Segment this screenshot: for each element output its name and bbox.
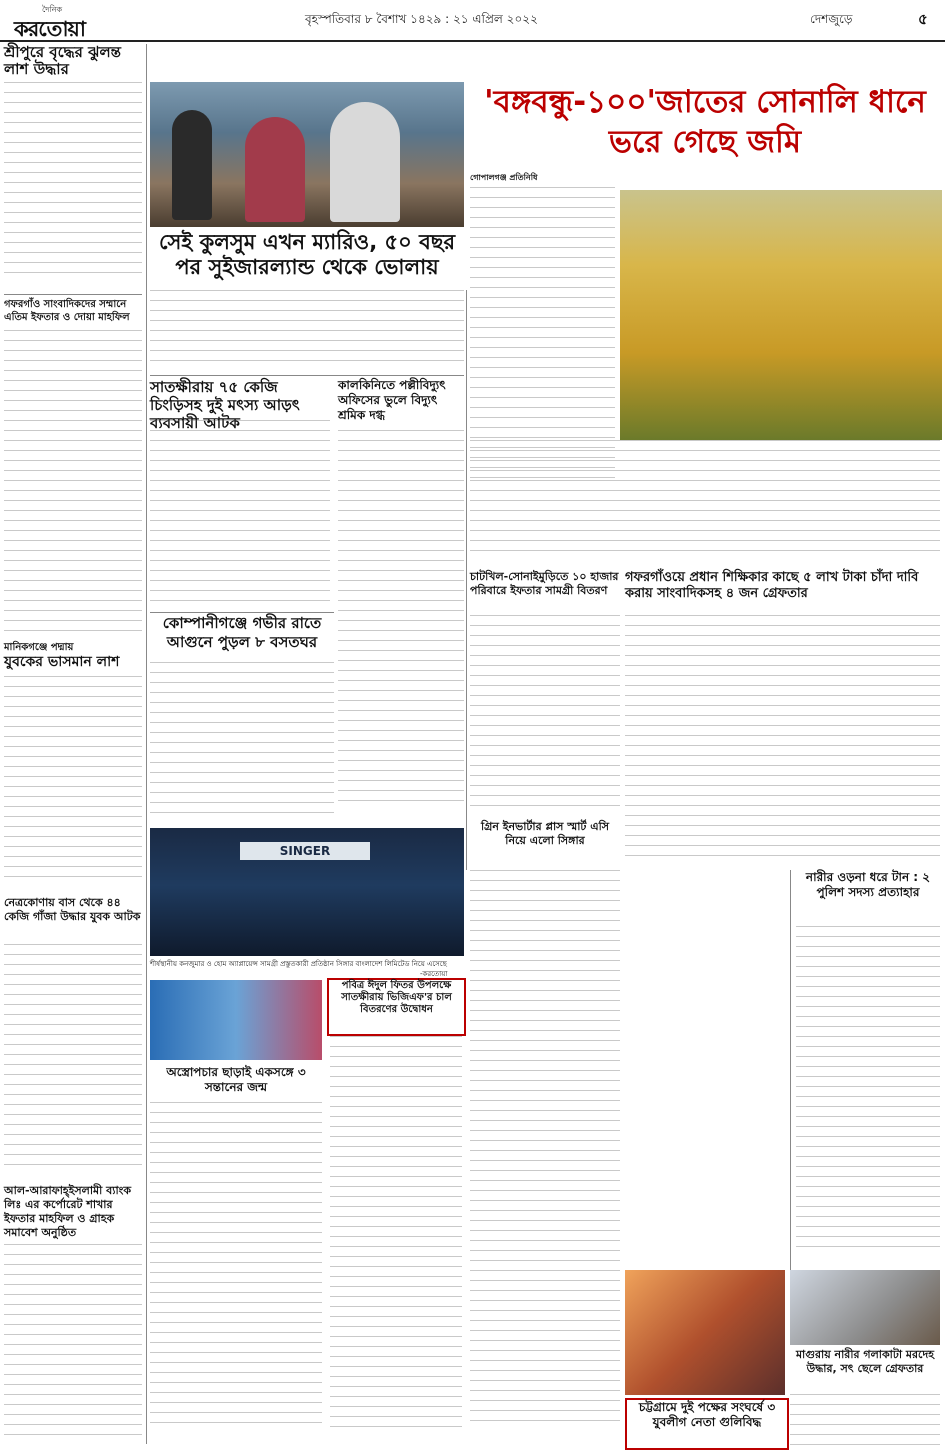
kalkini-headline-box bbox=[338, 378, 464, 422]
singer-headline-box bbox=[470, 820, 620, 868]
lead-headline-box bbox=[150, 230, 464, 286]
gafargaon-headline[interactable]: গফরগাঁওয়ে প্রধান শিক্ষিকার কাছে ৫ লাখ টাকা চাঁদা দাবি করায় সাংবাদিকসহ ৪ জন গ্রেফতার bbox=[625, 570, 919, 601]
divider bbox=[150, 375, 464, 376]
masthead bbox=[0, 0, 945, 42]
article-text bbox=[4, 82, 142, 282]
magura-article-text bbox=[790, 1394, 940, 1446]
singer-launch-photo bbox=[150, 828, 464, 956]
singer-banner: SINGER bbox=[240, 842, 370, 860]
singer-caption: শীর্ষস্থানীয় কনজুমার ও হোম অ্যাপ্লায়েন্স সামগ্রী প্রস্তুতকারী প্রতিষ্ঠান সিঙ্গার বাংলাদেশ লিমিটেড নিয়ে এসেছে bbox=[150, 960, 447, 968]
paddy-headline-box bbox=[470, 82, 940, 170]
headline-al-arafah[interactable]: আল-আরাফাহ্ইসলামী ব্যাংক লিঃ এর কর্পোরেট শাখার ইফতার মাহফিল ও গ্রাহক সমাবেশ অনুষ্ঠিত bbox=[4, 1184, 132, 1239]
triplets-photo bbox=[150, 980, 322, 1060]
narail-headline[interactable]: নারীর ওড়না ধরে টান : ২ পুলিশ সদস্য প্রত্যাহার bbox=[805, 870, 931, 899]
kalkini-headline[interactable]: কালকিনিতে পল্লীবিদ্যুৎ অফিসের ভুলে বিদ্যুৎ শ্রমিক দগ্ধ bbox=[338, 378, 446, 422]
article-text bbox=[4, 330, 142, 634]
gafargaon-headline-box bbox=[625, 570, 940, 612]
paddy-photo bbox=[620, 190, 942, 440]
singer-headline[interactable]: গ্রিন ইনভার্টার প্লাস স্মার্ট এসি নিয়ে এলো সিঙ্গার bbox=[480, 820, 610, 847]
triplets-article-text bbox=[150, 1102, 322, 1432]
divider bbox=[4, 294, 142, 295]
satkhira-headline[interactable]: সাতক্ষীরায় ৭৫ কেজি চিংড়িসহ দুই মৎস্য আড়ৎ ব্যবসায়ী আটক bbox=[150, 378, 300, 432]
paddy-dateline: গোপালগঞ্জ প্রতিনিধি bbox=[470, 173, 538, 182]
narail-article-text bbox=[796, 926, 940, 1256]
singer-credit: -করতোয়া bbox=[420, 970, 448, 978]
ctg-headline-box bbox=[625, 1398, 789, 1450]
left-column bbox=[4, 44, 142, 1444]
lead-headline[interactable]: সেই কুলসুম এখন ম্যারিও, ৫০ বছর পর সুইজারল্যান্ড থেকে ভোলায় bbox=[158, 230, 456, 279]
paddy-article bbox=[470, 172, 615, 482]
headline-netrokona[interactable]: নেত্রকোণায় বাস থেকে ৪৪ কেজি গাঁজা উদ্ধার যুবক আটক bbox=[4, 896, 141, 923]
paddy-headline[interactable]: 'বঙ্গবন্ধু-১০০'জাতের সোনালি ধানে ভরে গেছে জমি bbox=[484, 84, 926, 160]
column-rule bbox=[466, 290, 467, 870]
singer-article-text bbox=[470, 870, 620, 1430]
triplets-headline-box bbox=[150, 1065, 322, 1101]
lead-article-text bbox=[150, 290, 464, 370]
headline-sreepur[interactable]: শ্রীপুরে বৃদ্ধের ঝুলন্ত লাশ উদ্ধার bbox=[4, 43, 122, 78]
satkhira-headline-box bbox=[150, 378, 330, 432]
fitra-headline-box bbox=[327, 978, 466, 1036]
triplets-headline[interactable]: অস্ত্রোপচার ছাড়াই একসঙ্গে ৩ সন্তানের জন্ম bbox=[166, 1065, 306, 1094]
paddy-article-text bbox=[470, 440, 940, 560]
kicker-manikganj: মানিকগঞ্জে পদ্মায় bbox=[4, 642, 74, 653]
article-text bbox=[4, 676, 142, 886]
section-name: দেশজুড়ে bbox=[810, 12, 853, 26]
article-text bbox=[4, 944, 142, 1174]
fitra-article-text bbox=[330, 1036, 462, 1431]
magura-headline[interactable]: মাগুরায় নারীর গলাকাটা মরদেহ উদ্ধার, সৎ ছেলে গ্রেফতার bbox=[795, 1348, 935, 1375]
fire-headline-box bbox=[150, 614, 334, 658]
headline-gafargaon-iftar[interactable]: গফরগাঁও সাংবাদিকদের সম্মানে এতিম ইফতার ও দোয়া মাহফিল bbox=[4, 299, 130, 323]
divider bbox=[150, 612, 334, 613]
magura-headline-box bbox=[790, 1348, 940, 1392]
logo-small-text: দৈনিক bbox=[42, 5, 63, 14]
lead-photo bbox=[150, 82, 464, 227]
narail-headline-box bbox=[796, 870, 940, 922]
logo-name: করতোয়া bbox=[14, 17, 85, 41]
page-number: ৫ bbox=[918, 10, 928, 28]
kalkini-article-text bbox=[338, 430, 464, 810]
article-text bbox=[4, 1244, 142, 1444]
fire-article-text bbox=[150, 662, 334, 822]
ctg-photo bbox=[625, 1270, 785, 1395]
person-figure bbox=[245, 117, 305, 222]
person-figure bbox=[172, 110, 212, 220]
headline-manikganj[interactable]: যুবকের ভাসমান লাশ bbox=[4, 654, 120, 670]
fitra-headline[interactable]: পবিত্র ঈদুল ফিতর উপলক্ষে সাতক্ষীরায় ভিজিএফ'র চাল বিতরণের উদ্বোধন bbox=[341, 980, 452, 1015]
newspaper-logo[interactable] bbox=[8, 4, 130, 41]
chatkhil-headline-box bbox=[470, 570, 620, 610]
person-figure bbox=[330, 102, 400, 222]
gafargaon-article-text bbox=[625, 615, 940, 865]
magura-photo bbox=[790, 1270, 940, 1345]
column-rule bbox=[790, 870, 791, 1270]
chatkhil-headline[interactable]: চাটখিল-সোনাইমুড়িতে ১০ হাজার পরিবারে ইফতার সামগ্রী বিতরণ bbox=[470, 570, 619, 597]
chatkhil-article-text bbox=[470, 615, 620, 815]
dateline: বৃহস্পতিবার ৮ বৈশাখ ১৪২৯ : ২১ এপ্রিল ২০২২ bbox=[305, 12, 538, 26]
fire-headline[interactable]: কোম্পানীগঞ্জে গভীর রাতে আগুনে পুড়ল ৮ বসতঘর bbox=[162, 614, 322, 651]
ctg-headline[interactable]: চট্টগ্রামে দুই পক্ষের সংঘর্ষে ৩ যুবলীগ নেতা গুলিবিদ্ধ bbox=[638, 1400, 776, 1429]
column-rule bbox=[146, 44, 147, 1444]
satkhira-article-text bbox=[150, 420, 330, 610]
